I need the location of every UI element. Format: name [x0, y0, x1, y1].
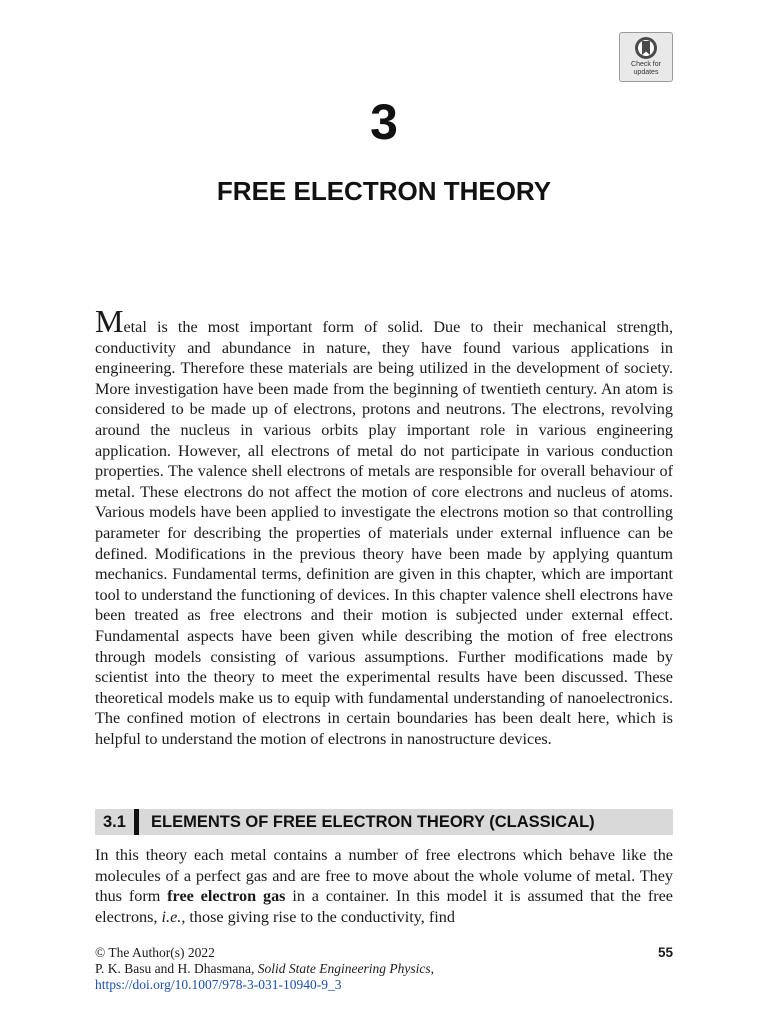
section-number: 3.1 — [103, 813, 126, 831]
intro-text: etal is the most important form of solid. Due to their mechanical strength, conductivity and abundance in nature, they have found various applications in engineering. Therefore these materials are being utilized in the development of society. More investigation have been made from the beginning of twentieth century. An atom is considered to be made up of electrons, protons and neutrons. The electrons, revolving around the nucleus in various orbits play important role in various engineering application. However, all electrons of metal do not participate in various conduction properties. The valence shell electrons of metals are responsible for overall behaviour of metal. These electrons do not affect the motion of core electrons and nucleus of atoms. Various models have been applied to investigate the electrons motion so that controlling parameter for describing the properties of materials under external influence can be defined. Modifications in the previous theory have been made by applying quantum mechanics. Fundamental terms, definition are given in this chapter, which are important tool to understand the functioning of devices. In this chapter valence shell electrons have been treated as free electrons and their motion is subjected under external effect. Fundamental aspects have been given while describing the motion of free electrons through models consisting of various assumptions. Further modifications made by scientist into the theory to meet the experimental results have been discussed. These theoretical models make us to equip with fundamental understanding of nanoelectronics. The confined motion of electrons in certain boundaries has been dealt here, which is helpful to understand the motion of electrons in nanostructure devices. — [95, 318, 673, 748]
citation-line — [95, 961, 673, 977]
chapter-title: FREE ELECTRON THEORY — [216, 176, 552, 206]
book-title: Solid State Engineering Physics — [257, 961, 431, 976]
drop-cap: M — [95, 303, 124, 339]
para2-text-2: in a container. In this model it is assumed that the free electrons, — [95, 887, 673, 926]
para2-italic: i.e. — [161, 907, 182, 926]
page-number: 55 — [657, 945, 673, 960]
section-divider-bar — [134, 809, 139, 835]
para2-text-3: , those giving rise to the conductivity, find — [181, 907, 455, 926]
para2-text-1: In this theory each metal contains a number of free electrons which behave like the molecules of a perfect gas and are free to move about the whole volume of metal. They thus form — [95, 846, 673, 906]
badge-label: Check for updates — [631, 61, 661, 76]
bookmark-ribbon-icon — [634, 36, 658, 60]
para2-bold-term: free electron gas — [167, 887, 286, 906]
section-heading — [95, 809, 673, 835]
citation-comma: , — [430, 961, 434, 976]
intro-paragraph — [95, 303, 673, 749]
copyright-line: © The Author(s) 2022 — [95, 945, 215, 960]
doi-link[interactable]: https://doi.org/10.1007/978-3-031-10940-9_3 — [95, 977, 342, 992]
chapter-number: 3 — [370, 94, 398, 150]
section-paragraph — [95, 845, 673, 927]
authors: P. K. Basu and H. Dhasmana, — [95, 961, 258, 976]
page-footer — [95, 945, 673, 993]
check-for-updates-badge[interactable] — [619, 32, 673, 82]
section-title: ELEMENTS OF FREE ELECTRON THEORY (CLASSICAL) — [151, 813, 595, 831]
